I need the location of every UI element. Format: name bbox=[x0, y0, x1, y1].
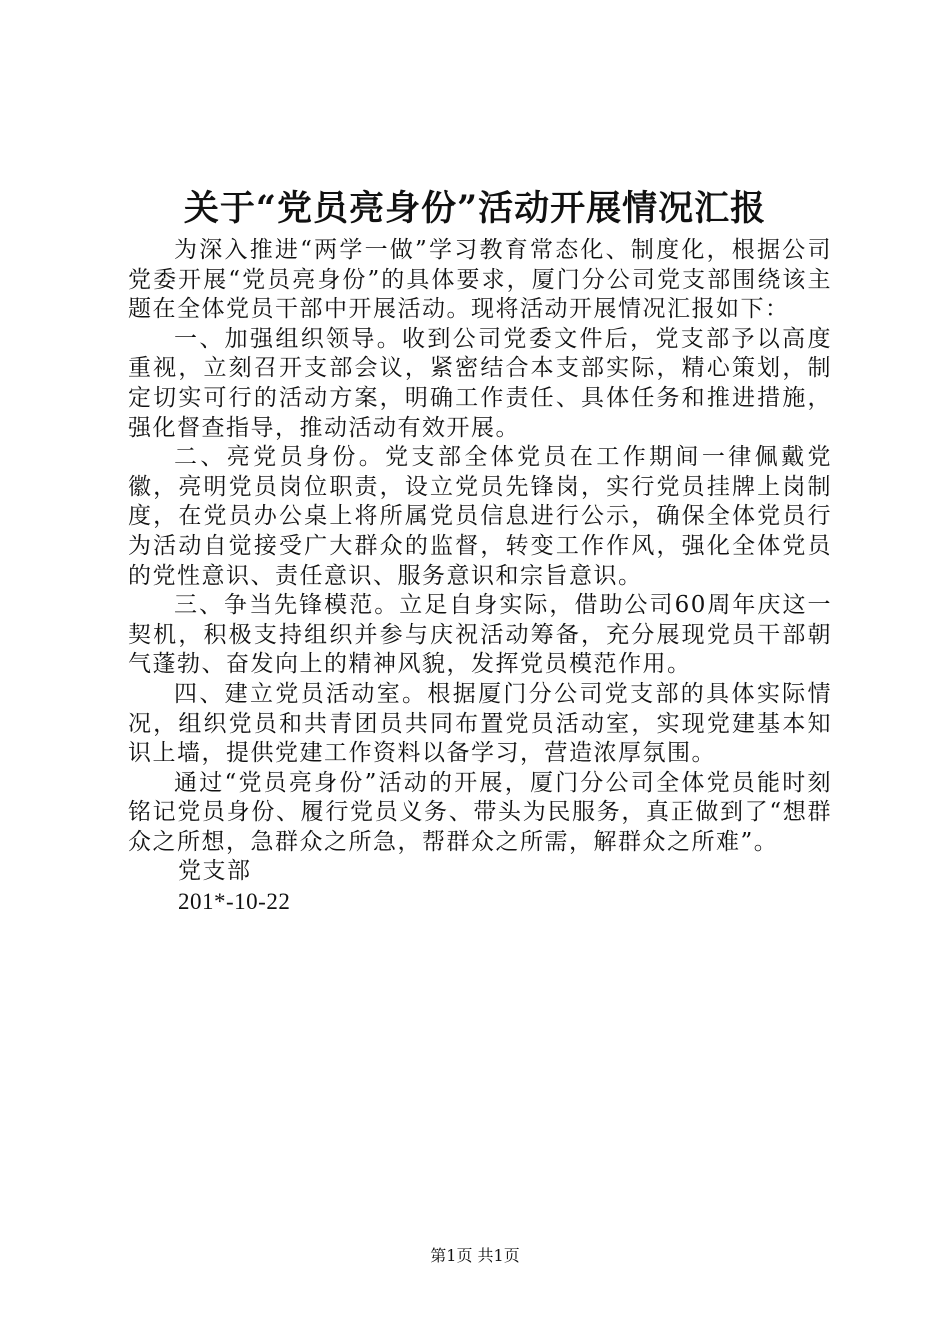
signature: 党支部 bbox=[178, 858, 252, 885]
conclusion-paragraph: 通过“党员亮身份”活动的开展，厦门分公司全体党员能时刻铭记党员身份、履行党员义务、带头为民服务，真正做到了“想群众之所想，急群众之所急，帮群众之所需，解群众之所难”。 bbox=[128, 769, 832, 855]
section-4-paragraph: 四、建立党员活动室。根据厦门分公司党支部的具体实际情况，组织党员和共青团员共同布置党员活动室，实现党建基本知识上墙，提供党建工作资料以备学习，营造浓厚氛围。 bbox=[128, 680, 832, 767]
section-3-paragraph: 三、争当先锋模范。立足自身实际，借助公司60周年庆这一契机，积极支持组织并参与庆祝活动筹备，充分展现党员干部朝气蓬勃、奋发向上的精神风貌，发挥党员模范作用。 bbox=[128, 592, 832, 678]
page-footer: 第1页 共1页 bbox=[430, 1246, 520, 1265]
document-body bbox=[128, 236, 832, 917]
section-1-paragraph: 一、加强组织领导。收到公司党委文件后，党支部予以高度重视，立刻召开支部会议，紧密结合本支部实际，精心策划，制定切实可行的活动方案，明确工作责任、具体任务和推进措施，强化督查指导，推动活动有效开展。 bbox=[128, 325, 832, 441]
intro-paragraph: 为深入推进“两学一做”学习教育常态化、制度化，根据公司党委开展“党员亮身份”的具体要求，厦门分公司党支部围绕该主题在全体党员干部中开展活动。现将活动开展情况汇报如下： bbox=[128, 237, 832, 323]
document-title: 关于“党员亮身份”活动开展情况汇报 bbox=[183, 188, 767, 229]
date: 201*-10-22 bbox=[178, 889, 291, 915]
section-2-paragraph: 二、亮党员身份。党支部全体党员在工作期间一律佩戴党徽，亮明党员岗位职责，设立党员先锋岗，实行党员挂牌上岗制度，在党员办公桌上将所属党员信息进行公示，确保全体党员行为活动自觉接受广大群众的监督，转变工作作风，强化全体党员的党性意识、责任意识、服务意识和宗旨意识。 bbox=[128, 444, 832, 589]
